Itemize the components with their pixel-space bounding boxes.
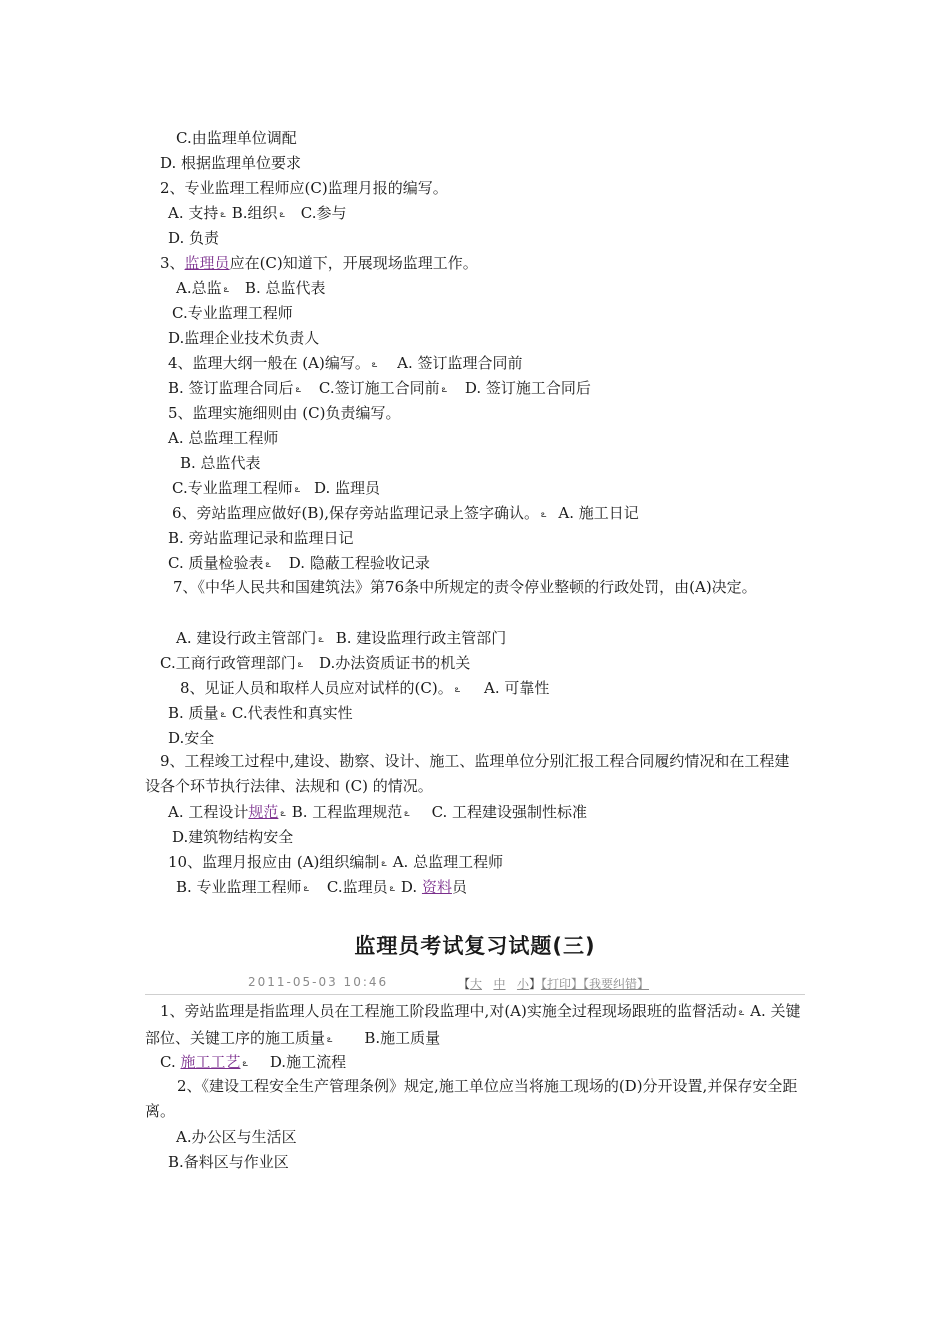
mark-icon: ఽ (389, 884, 395, 894)
question-line (168, 403, 401, 423)
mark-icon: ఽ (454, 685, 461, 695)
option-line (168, 228, 219, 248)
article-title: 监理员考试复习试题(三) (354, 934, 596, 958)
question-line (160, 178, 448, 198)
font-size-medium-link[interactable]: 中 (493, 977, 506, 991)
option-text: D. 根据监理单位要求 (160, 154, 302, 172)
option-line (168, 378, 591, 400)
option-line (168, 728, 214, 748)
option-line (160, 153, 301, 173)
option-text: C. 工程建设强制性标准 (431, 803, 588, 821)
option-text: B.备料区与作业区 (168, 1153, 289, 1171)
mark-icon: ఽ (441, 385, 447, 395)
option-text: D.施工流程 (269, 1053, 347, 1071)
mark-icon: ఽ (279, 210, 285, 220)
option-text: C.工商行政管理部门 (160, 654, 296, 672)
option-line (180, 453, 261, 473)
question-text: 10、监理月报应由 (A)组织编制 (168, 853, 380, 871)
option-line (168, 528, 354, 548)
option-line (176, 628, 506, 650)
question-paragraph (145, 999, 801, 1053)
option-line (168, 203, 347, 225)
option-text: A. 施工日记 (558, 504, 639, 522)
option-line (168, 802, 587, 824)
mark-icon: ఽ (381, 859, 387, 869)
option-text: A. 总监理工程师 (168, 429, 279, 447)
option-text: A. 工程设计 (168, 803, 249, 821)
option-line (168, 1152, 289, 1172)
mark-icon: ఽ (280, 809, 286, 819)
mark-icon: ఽ (297, 660, 304, 670)
question-line (180, 678, 549, 700)
option-text: A. 关键部位、关键工序的施工质量 (145, 1002, 801, 1047)
option-text: C. (160, 1053, 181, 1071)
font-size-small-link[interactable]: 小 (516, 977, 529, 991)
mark-icon: ఽ (242, 1059, 248, 1069)
option-text: C.专业监理工程师 (172, 479, 293, 497)
question-text: 2、《建设工程安全生产管理条例》规定,施工单位应当将施工现场的(D)分开设置,并保存安全距离。 (145, 1077, 798, 1120)
option-line (160, 1052, 346, 1074)
option-text: A. 签订监理合同前 (397, 354, 523, 372)
mark-icon: ఽ (303, 884, 309, 894)
font-size-large-link[interactable]: 大 (470, 977, 483, 991)
option-line (168, 703, 353, 725)
option-text: C.监理员 (326, 878, 388, 896)
option-text: C.专业监理工程师 (172, 304, 293, 322)
question-text: 9、工程竣工过程中,建设、勘察、设计、施工、监理单位分别汇报工程合同履约情况和在工程建设各个环节执行法律、法规和 (C) 的情况。 (145, 752, 790, 795)
question-line (168, 353, 523, 375)
mark-icon: ఽ (294, 485, 301, 495)
option-text: D. 签订施工合同后 (464, 379, 591, 397)
keyword-link[interactable]: 施工工艺 (180, 1053, 241, 1071)
option-line (172, 478, 380, 500)
option-text: B. 总监代表 (244, 279, 326, 297)
keyword-link[interactable]: 规范 (248, 803, 279, 821)
question-text: 1、旁站监理是指监理人员在工程施工阶段监理中,对(A)实施全过程现场跟班的监督活动 (160, 1002, 737, 1020)
bracket: 】 (528, 977, 541, 991)
option-text: D. 监理员 (314, 479, 381, 497)
question-paragraph (145, 575, 801, 600)
option-line (172, 303, 293, 323)
option-line (176, 1127, 297, 1147)
question-text: 6、旁站监理应做好(B),保存旁站监理记录上签字确认。 (172, 504, 540, 522)
mark-icon: ఽ (371, 360, 378, 370)
report-error-link[interactable]: 【我要纠错】 (583, 977, 650, 991)
mark-icon: ఽ (295, 385, 301, 395)
option-text: B. 质量 (168, 704, 219, 722)
question-number: 3、 (160, 254, 185, 272)
question-line (172, 503, 639, 525)
option-text: A. 总监理工程师 (392, 853, 504, 871)
option-text: A.办公区与生活区 (176, 1128, 297, 1146)
option-text: D.办法资质证书的机关 (319, 654, 471, 672)
print-link[interactable]: 【打印】 (540, 977, 583, 991)
option-text: A. 建设行政主管部门 (176, 629, 317, 647)
article-meta (248, 975, 650, 991)
option-text: D.监理企业技术负责人 (168, 329, 320, 347)
question-line (168, 852, 503, 874)
option-text: A. 可靠性 (484, 679, 550, 697)
mark-icon: ఽ (738, 1008, 745, 1018)
question-line (160, 253, 478, 273)
option-text: B.组织 (231, 204, 278, 222)
mark-icon: ఽ (223, 285, 229, 295)
option-line (176, 278, 325, 300)
option-text: C.由监理单位调配 (176, 129, 297, 147)
option-text: B. 旁站监理记录和监理日记 (168, 529, 354, 547)
question-text: 5、监理实施细则由 (C)负责编写。 (168, 404, 401, 422)
mark-icon: ఽ (404, 809, 410, 819)
option-line (176, 877, 467, 899)
article-date: 2011-05-03 10:46 (248, 975, 389, 989)
option-text: B.施工质量 (364, 1029, 441, 1047)
option-text: A.总监 (176, 279, 222, 297)
option-text: B. 专业监理工程师 (176, 878, 302, 896)
option-text: C.代表性和真实性 (231, 704, 353, 722)
option-text: D. 隐蔽工程验收记录 (288, 554, 430, 572)
mark-icon: ఽ (220, 710, 226, 720)
option-line (168, 553, 430, 575)
option-text: A. 支持 (168, 204, 219, 222)
option-text: D.安全 (168, 729, 215, 747)
question-text: 4、监理大纲一般在 (A)编写。 (168, 354, 370, 372)
mark-icon: ఽ (265, 560, 271, 570)
mark-icon: ఽ (327, 1035, 333, 1045)
mark-icon: ఽ (318, 635, 324, 645)
question-text: 应在(C)知道下，开展现场监理工作。 (229, 254, 478, 272)
option-text: D. (400, 878, 422, 896)
option-text: B. 工程监理规范 (291, 803, 403, 821)
question-text: 8、见证人员和取样人员应对试样的(C)。 (180, 679, 453, 697)
mark-icon: ఽ (541, 510, 547, 520)
option-line (168, 328, 319, 348)
option-text: B. 签订监理合同后 (168, 379, 294, 397)
article-tools (458, 975, 649, 992)
option-line (160, 653, 470, 675)
divider (145, 994, 805, 995)
keyword-link[interactable]: 监理员 (184, 254, 230, 272)
bracket: 【 (458, 977, 471, 991)
question-paragraph (145, 749, 801, 799)
option-text: C. 质量检验表 (168, 554, 264, 572)
question-text: 7、《中华人民共和国建筑法》第76条中所规定的责令停业整顿的行政处罚，由(A)决定。 (173, 578, 757, 596)
option-text: B. 建设监理行政主管部门 (335, 629, 507, 647)
option-text: B. 总监代表 (180, 454, 261, 472)
option-line (172, 827, 293, 847)
mark-icon: ఽ (220, 210, 226, 220)
option-text: C.签订施工合同前 (318, 379, 440, 397)
keyword-link[interactable]: 资料 (421, 878, 452, 896)
option-text: D.建筑物结构安全 (172, 828, 294, 846)
option-text: 员 (451, 878, 467, 896)
option-text: C.参与 (300, 204, 347, 222)
option-text: D. 负责 (168, 229, 220, 247)
question-text: 2、专业监理工程师应(C)监理月报的编写。 (160, 179, 448, 197)
option-line (168, 428, 278, 448)
question-paragraph (145, 1074, 801, 1124)
option-line (176, 128, 297, 148)
